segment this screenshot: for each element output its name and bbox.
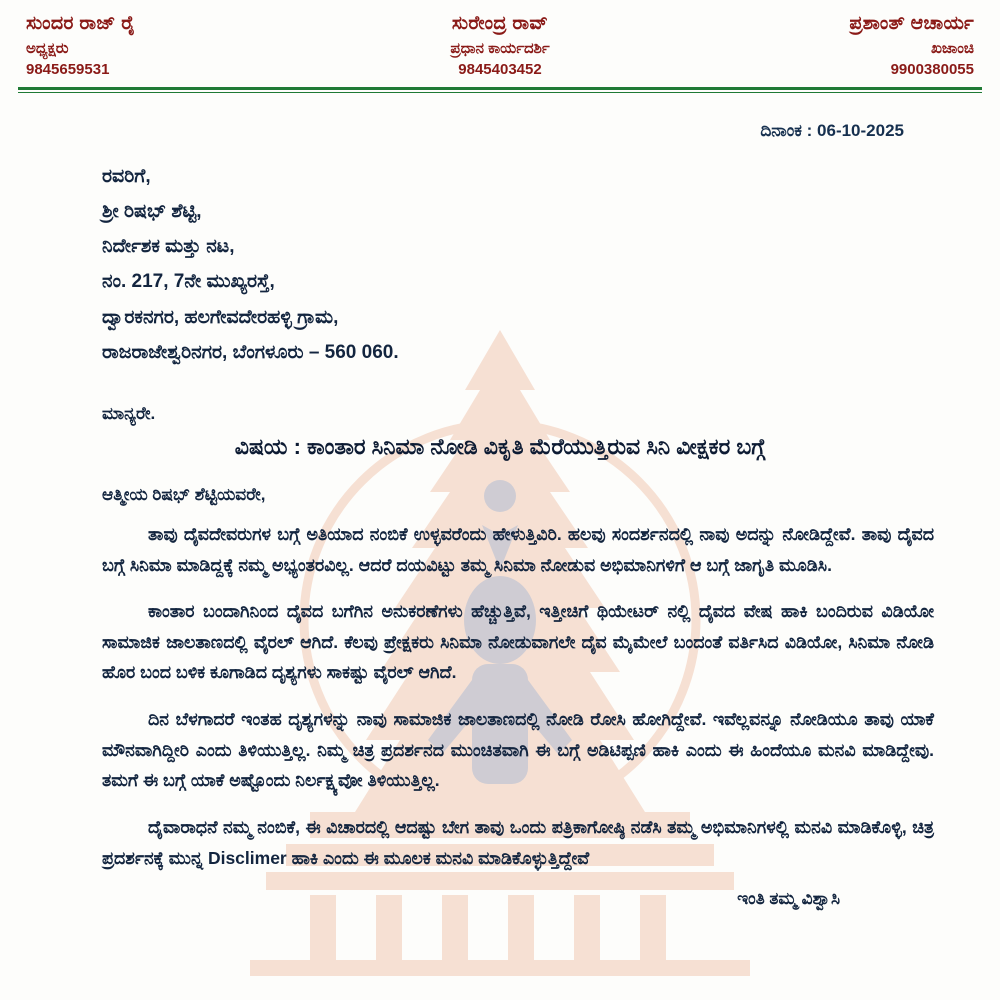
letterhead-middle: [340, 10, 660, 81]
secretary-name: ಸುರೇಂದ್ರ ರಾವ್: [451, 13, 549, 34]
letter-body: [0, 93, 1000, 909]
treasurer-role: ಖಜಾಂಚಿ: [930, 39, 974, 57]
treasurer-name: ಪ್ರಶಾಂತ್ ಆಚಾರ್ಯ: [849, 13, 974, 34]
address-line: ಶ್ರೀ ರಿಷಭ್ ಶೆಟ್ಟಿ,: [102, 201, 202, 223]
address-line: ನಿರ್ದೇಶಕ ಮತ್ತು ನಟ,: [102, 236, 235, 258]
letterhead: [0, 0, 1000, 87]
greeting-line: ಆತ್ಮೀಯ ರಿಷಭ್ ಶೆಟ್ಟಿಯವರೇ,: [102, 484, 266, 504]
treasurer-phone: 9900380055: [890, 61, 974, 79]
to-label: ರವರಿಗೆ,: [102, 166, 151, 188]
signoff-line: ಇಂತಿ ತಮ್ಮ ವಿಶ್ವಾಸಿ: [737, 889, 840, 909]
address-line: ದ್ವಾರಕನಗರ, ಹಲಗೇವದೇರಹಳ್ಳಿ ಗ್ರಾಮ,: [102, 306, 339, 328]
letterhead-left: [26, 10, 326, 81]
salutation-formal: ಮಾನ್ಯರೇ.: [102, 403, 156, 423]
president-phone: 9845659531: [26, 61, 110, 79]
letterhead-right: [674, 10, 974, 81]
address-line: ನಂ. 217, 7ನೇ ಮುಖ್ಯರಸ್ತೆ,: [102, 271, 275, 293]
paragraph: ದೈವಾರಾಧನೆ ನಮ್ಮ ನಂಬಿಕೆ, ಈ ವಿಚಾರದಲ್ಲಿ ಆದಷ್ಟು ಬೇಗ ತಾವು ಒಂದು ಪತ್ರಿಕಾಗೋಷ್ಠಿ ನಡೆಸಿ ತಮ್ಮ ಅಭಿಮಾನಿಗಳಲ್ಲಿ ಮನವಿ ಮಾಡಿಕೊಳ್ಳಿ, ಚಿತ್ರ ಪ್ರದರ್ಶನಕ್ಕೆ ಮುನ್ನ Disclimer ಹಾಕಿ ಎಂದು ಈ ಮೂಲಕ ಮನವಿ ಮಾಡಿಕೊಳ್ಳುತ್ತಿದ್ದೇವೆ: [102, 816, 934, 868]
date-line: ದಿನಾಂಕ : 06-10-2025: [760, 121, 904, 141]
subject-line: ವಿಷಯ : ಕಾಂತಾರ ಸಿನಿಮಾ ನೋಡಿ ವಿಕೃತಿ ಮೆರೆಯುತ್ತಿರುವ ಸಿನಿ ವೀಕ್ಷಕರ ಬಗ್ಗೆ: [234, 433, 766, 459]
paragraph: ತಾವು ದೈವದೇವರುಗಳ ಬಗ್ಗೆ ಅತಿಯಾದ ನಂಬಿಕೆ ಉಳ್ಳವರೆಂದು ಹೇಳುತ್ತಿವಿರಿ. ಹಲವು ಸಂದರ್ಶನದಲ್ಲಿ ನಾವು ಅದನ್ನು ನೋಡಿದ್ದೇವೆ. ತಾವು ದೈವದ ಬಗ್ಗೆ ಸಿನಿಮಾ ಮಾಡಿದ್ದಕ್ಕೆ ನಮ್ಮ ಅಭ್ಯಂತರವಿಲ್ಲ. ಆದರೆ ದಯವಿಟ್ಟು ತಮ್ಮ ಸಿನಿಮಾ ನೋಡುವ ಅಭಿಮಾನಿಗಳಿಗೆ ಆ ಬಗ್ಗೆ ಜಾಗೃತಿ ಮೂಡಿಸಿ.: [102, 523, 934, 575]
secretary-role: ಪ್ರಧಾನ ಕಾರ್ಯದರ್ಶಿ: [450, 39, 550, 57]
president-role: ಅಧ್ಯಕ್ಷರು: [26, 39, 69, 57]
secretary-phone: 9845403452: [458, 61, 542, 79]
divider-thick: [18, 87, 982, 90]
recipient-block: [102, 159, 944, 370]
paragraph: ಕಾಂತಾರ ಬಂದಾಗಿನಿಂದ ದೈವದ ಬಗೆಗಿನ ಅನುಕರಣೆಗಳು ಹೆಚ್ಚುತ್ತಿವೆ, ಇತ್ತೀಚಿಗೆ ಥಿಯೇಟರ್ ನಲ್ಲಿ ದೈವದ ವೇಷ ಹಾಕಿ ಬಂದಿರುವ ವಿಡಿಯೋ ಸಾಮಾಜಿಕ ಜಾಲತಾಣದಲ್ಲಿ ವೈರಲ್ ಆಗಿದೆ. ಕೆಲವು ಪ್ರೇಕ್ಷಕರು ಸಿನಿಮಾ ನೋಡುವಾಗಲೇ ದೈವ ಮೈಮೇಲೆ ಬಂದಂತೆ ವರ್ತಿಸಿದ ವಿಡಿಯೋ, ಸಿನಿಮಾ ನೋಡಿ ಹೊರ ಬಂದ ಬಳಿಕ ಕೂಗಾಡಿದ ದೃಶ್ಯಗಳು ಸಾಕಷ್ಟು ವೈರಲ್ ಆಗಿದೆ.: [102, 601, 934, 683]
address-line: ರಾಜರಾಜೇಶ್ವರಿನಗರ, ಬೆಂಗಳೂರು – 560 060.: [102, 341, 399, 363]
paragraph: ದಿನ ಬೆಳಗಾದರೆ ಇಂತಹ ದೃಶ್ಯಗಳನ್ನು ನಾವು ಸಾಮಾಜಿಕ ಜಾಲತಾಣದಲ್ಲಿ ನೋಡಿ ರೋಸಿ ಹೋಗಿದ್ದೇವೆ. ಇವೆಲ್ಲವನ್ನೂ ನೋಡಿಯೂ ತಾವು ಯಾಕೆ ಮೌನವಾಗಿದ್ದೀರಿ ಎಂದು ತಿಳಿಯುತ್ತಿಲ್ಲ. ನಿಮ್ಮ ಚಿತ್ರ ಪ್ರದರ್ಶನದ ಮುಂಚಿತವಾಗಿ ಈ ಬಗ್ಗೆ ಅಡಿಟಿಪ್ಪಣಿ ಹಾಕಿ ಎಂದು ಈ ಹಿಂದೆಯೂ ಮನವಿ ಮಾಡಿದ್ದೇವು. ತಮಗೆ ಈ ಬಗ್ಗೆ ಯಾಕೆ ಅಷ್ಟೊಂದು ನಿರ್ಲಕ್ಷ್ಯವೋ ತಿಳಿಯುತ್ತಿಲ್ಲ.: [102, 709, 934, 791]
president-name: ಸುಂದರ ರಾಜ್ ರೈ: [26, 13, 136, 34]
